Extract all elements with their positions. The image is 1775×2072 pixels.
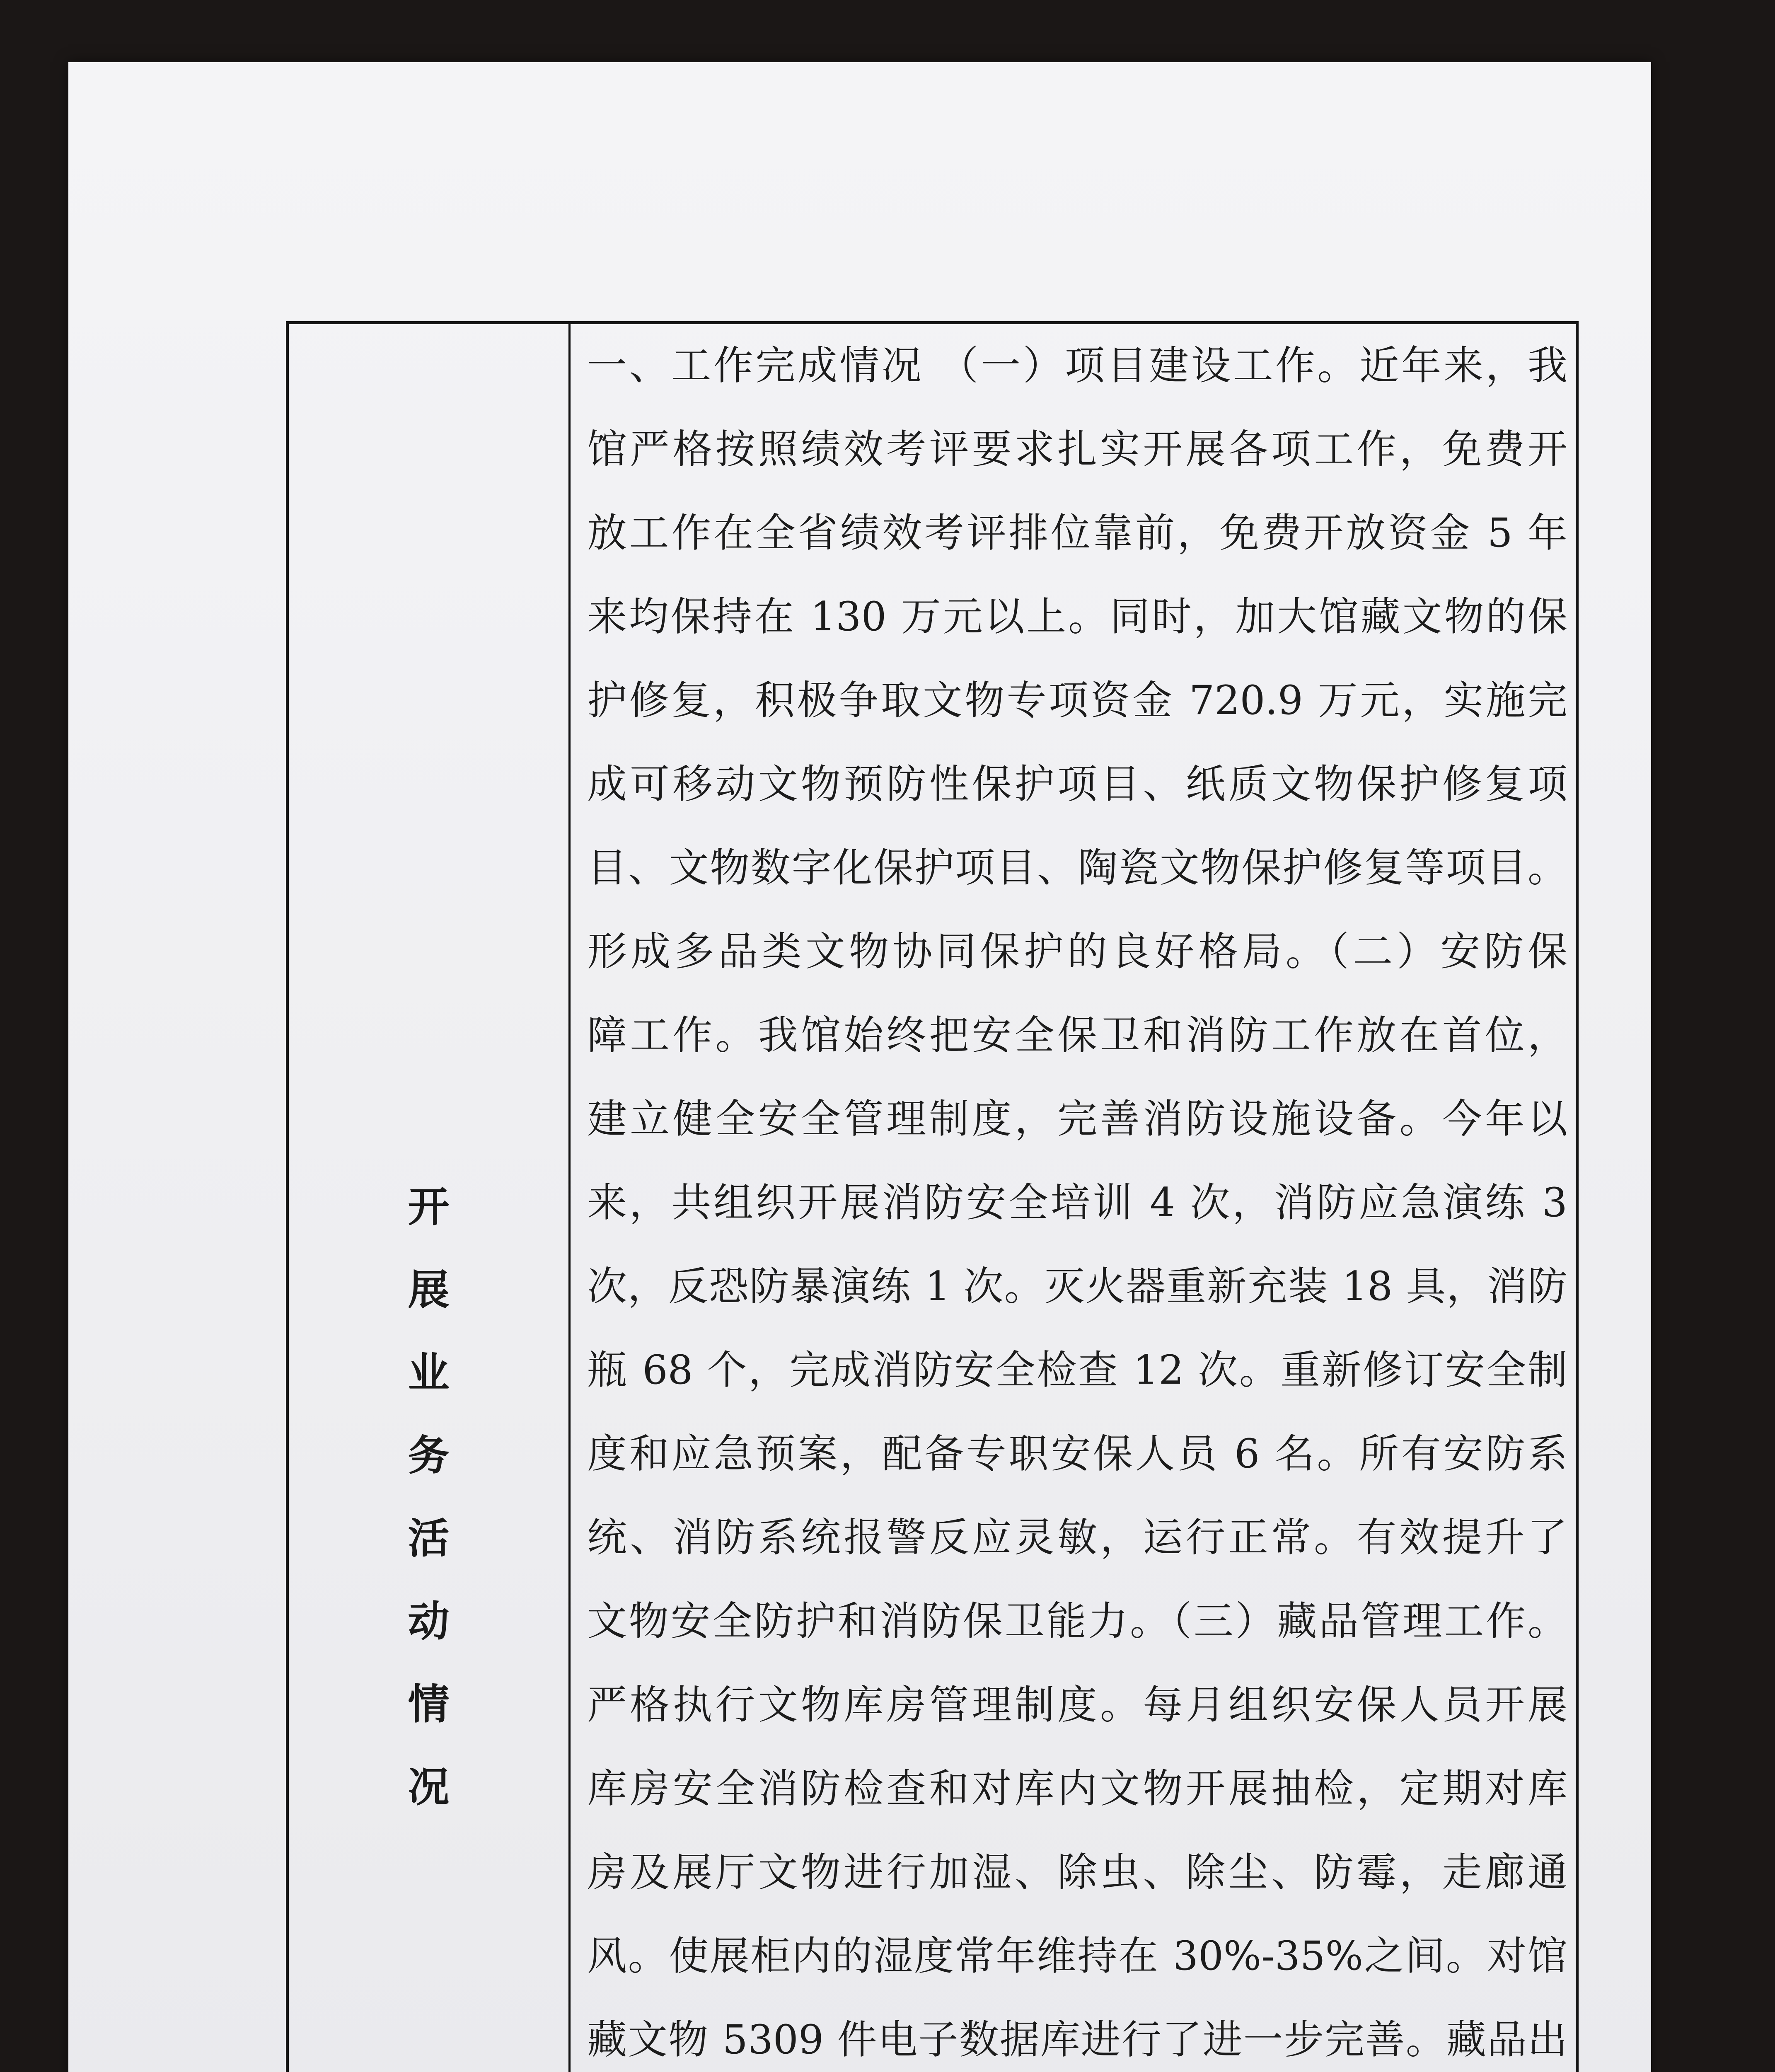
section-label-char: 展 xyxy=(408,1265,450,1314)
content-line: 风。使展柜内的湿度常年维持在 30%-35%之间。对馆 xyxy=(587,1933,1567,1979)
content-line: 一、工作完成情况 （一）项目建设工作。近年来，我 xyxy=(587,342,1567,389)
section-label-char: 况 xyxy=(408,1762,450,1811)
section-label-cell xyxy=(289,324,571,2072)
content-line: 障工作。我馆始终把安全保卫和消防工作放在首位， xyxy=(587,1012,1567,1058)
content-line: 严格执行文物库房管理制度。每月组织安保人员开展 xyxy=(587,1682,1567,1728)
content-line: 馆严格按照绩效考评要求扎实开展各项工作，免费开 xyxy=(587,426,1567,472)
content-line: 来均保持在 130 万元以上。同时，加大馆藏文物的保 xyxy=(587,593,1567,640)
report-table xyxy=(286,321,1579,2072)
section-label-char: 动 xyxy=(408,1597,450,1646)
section-label-char: 务 xyxy=(408,1431,450,1480)
content-line: 护修复，积极争取文物专项资金 720.9 万元，实施完 xyxy=(587,677,1567,724)
content-line: 建立健全安全管理制度，完善消防设施设备。今年以 xyxy=(587,1096,1567,1142)
section-label-char: 业 xyxy=(408,1348,450,1397)
content-line: 藏文物 5309 件电子数据库进行了进一步完善。藏品出 xyxy=(587,2016,1567,2063)
content-line: 成可移动文物预防性保护项目、纸质文物保护修复项 xyxy=(587,761,1567,807)
paper-sheet xyxy=(68,62,1651,2072)
content-line: 文物安全防护和消防保卫能力。（三）藏品管理工作。 xyxy=(587,1598,1567,1644)
content-line: 次，反恐防暴演练 1 次。灭火器重新充装 18 具，消防 xyxy=(587,1263,1567,1310)
content-line: 形成多品类文物协同保护的良好格局。（二）安防保 xyxy=(587,928,1567,975)
content-line: 房及展厅文物进行加湿、除虫、除尘、防霉，走廊通 xyxy=(587,1849,1567,1895)
content-line: 度和应急预案，配备专职安保人员 6 名。所有安防系 xyxy=(587,1431,1567,1477)
content-line: 库房安全消防检查和对库内文物开展抽检，定期对库 xyxy=(587,1765,1567,1812)
content-line: 目、文物数字化保护项目、陶瓷文物保护修复等项目。 xyxy=(587,845,1567,891)
section-label-char: 开 xyxy=(408,1182,450,1231)
content-line: 来，共组织开展消防安全培训 4 次，消防应急演练 3 xyxy=(587,1179,1567,1226)
content-line: 放工作在全省绩效考评排位靠前，免费开放资金 5 年 xyxy=(587,510,1567,556)
section-label xyxy=(289,1182,568,1849)
content-line: 瓶 68 个，完成消防安全检查 12 次。重新修订安全制 xyxy=(587,1347,1567,1393)
content-cell xyxy=(571,324,1576,2072)
content-line: 统、消防系统报警反应灵敏，运行正常。有效提升了 xyxy=(587,1514,1567,1561)
section-label-char: 情 xyxy=(408,1680,450,1728)
section-label-char: 活 xyxy=(408,1514,450,1563)
